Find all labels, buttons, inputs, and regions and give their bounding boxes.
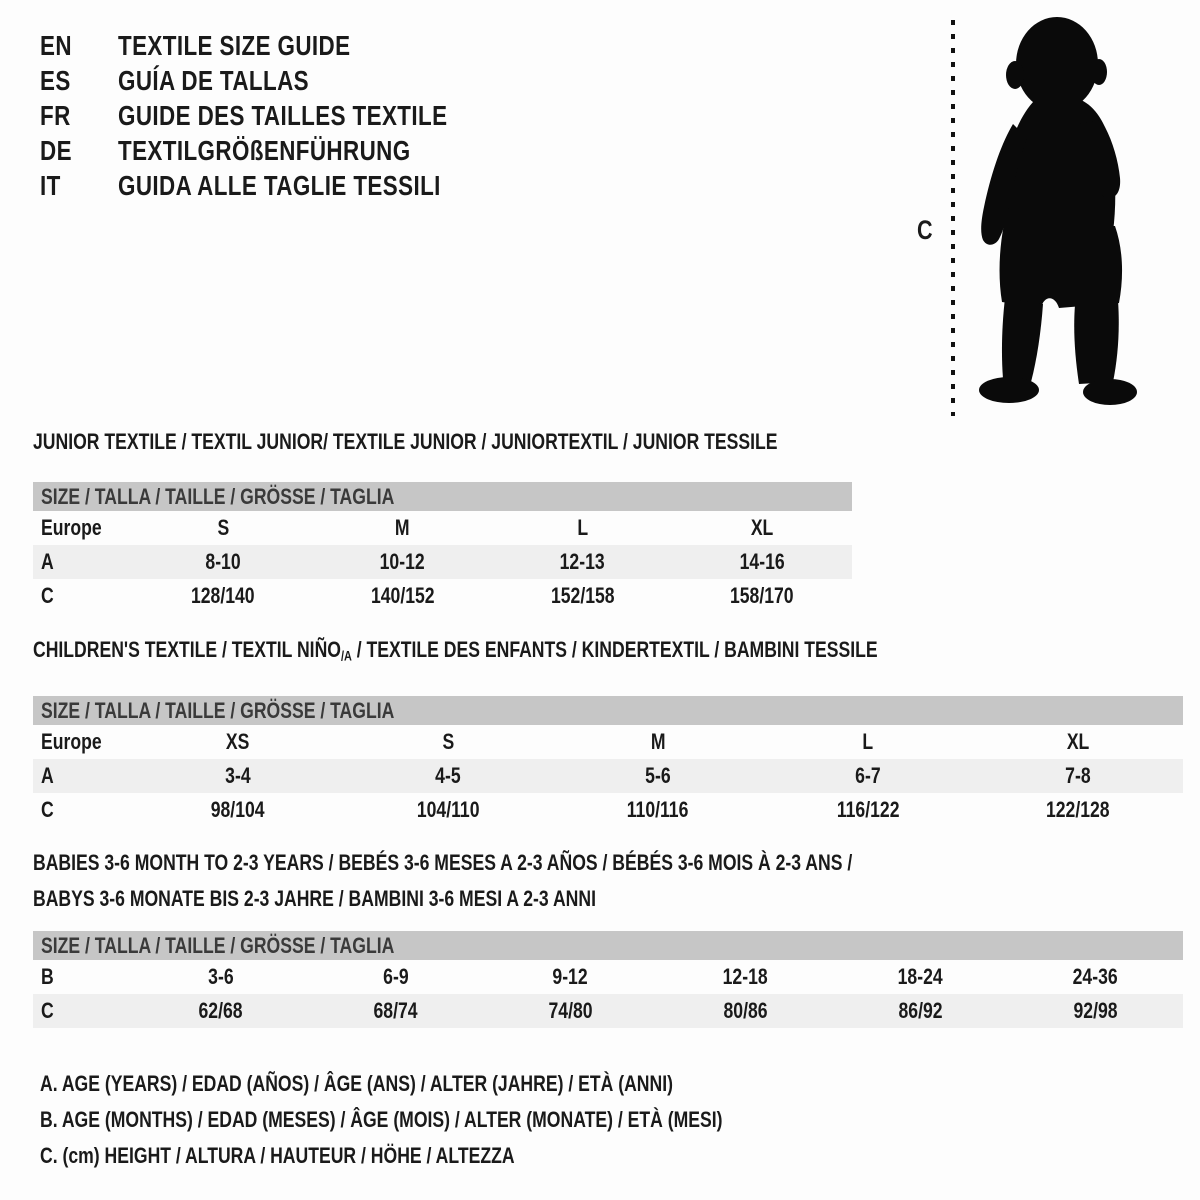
row-label: Europe — [41, 729, 102, 755]
legend-note: C. (cm) HEIGHT / ALTURA / HAUTEUR / HÖHE / ALTEZZA — [40, 1143, 515, 1168]
section-heading — [33, 638, 1183, 668]
size-value: L — [576, 515, 588, 540]
row-label: C — [41, 797, 54, 823]
guide-title: GUIDE DES TAILLES TEXTILE — [118, 100, 448, 131]
table-row — [33, 793, 1183, 827]
table-row — [33, 994, 1183, 1028]
height-measure-label: C — [917, 215, 933, 245]
language-title-list — [40, 28, 530, 203]
row-label: A — [41, 549, 54, 574]
size-value: 3-6 — [207, 964, 234, 989]
size-table-header-label: SIZE / TALLA / TAILLE / GRÖSSE / TAGLIA — [41, 933, 395, 958]
table-row — [33, 960, 1183, 994]
size-value: 6-9 — [382, 964, 409, 989]
size-value: XL — [1066, 729, 1090, 755]
language-row — [40, 63, 530, 98]
size-value: 98/104 — [211, 797, 265, 823]
section-heading — [33, 430, 852, 454]
section-heading-text: CHILDREN'S TEXTILE / TEXTIL NIÑO — [33, 637, 341, 662]
size-value: M — [650, 729, 666, 755]
guide-title: TEXTILGRÖßENFÜHRUNG — [118, 135, 411, 166]
size-value: 86/92 — [898, 998, 943, 1023]
size-value: 116/122 — [836, 797, 900, 823]
size-table-header-label: SIZE / TALLA / TAILLE / GRÖSSE / TAGLIA — [41, 698, 395, 724]
language-code: FR — [40, 100, 71, 131]
section-heading-text: /A — [340, 648, 352, 664]
size-table-header-label: SIZE / TALLA / TAILLE / GRÖSSE / TAGLIA — [41, 484, 395, 509]
table-row — [33, 725, 1183, 759]
legend-note: A. AGE (YEARS) / EDAD (AÑOS) / ÂGE (ANS) / ALTER (JAHRE) / ETÀ (ANNI) — [40, 1071, 673, 1096]
size-table-header — [33, 696, 1183, 725]
size-value: 6-7 — [855, 763, 881, 789]
size-value: 12-18 — [722, 964, 769, 989]
size-value: 8-10 — [205, 549, 241, 574]
size-value: 24-36 — [1072, 964, 1119, 989]
size-value: 104/110 — [416, 797, 480, 823]
junior-size-table — [33, 482, 852, 613]
row-label: B — [41, 964, 54, 989]
size-value: 152/158 — [550, 583, 615, 608]
size-value: 158/170 — [730, 583, 794, 608]
table-row — [33, 511, 852, 545]
toddler-silhouette — [979, 17, 1137, 405]
size-value: 5-6 — [645, 763, 671, 789]
section-heading-text: BABIES 3-6 MONTH TO 2-3 YEARS / BEBÉS 3-6 MESES A 2-3 AÑOS / BÉBÉS 3-6 MOIS À 2-3 ANS / — [33, 850, 853, 875]
size-value: 7-8 — [1065, 763, 1091, 789]
table-row — [33, 579, 852, 613]
height-figure — [905, 12, 1160, 427]
size-value: 92/98 — [1073, 998, 1118, 1023]
section-junior-textile — [33, 430, 852, 613]
size-value: 140/152 — [370, 583, 435, 608]
size-value: 62/68 — [198, 998, 243, 1023]
size-value: 10-12 — [380, 549, 426, 574]
size-value: 74/80 — [548, 998, 593, 1023]
legend-note: B. AGE (MONTHS) / EDAD (MESES) / ÂGE (MOIS) / ALTER (MONATE) / ETÀ (MESI) — [40, 1107, 723, 1132]
size-table-header — [33, 482, 852, 511]
section-heading-text: BABYS 3-6 MONATE BIS 2-3 JAHRE / BAMBINI 3-6 MESI A 2-3 ANNI — [33, 886, 596, 911]
size-value: S — [217, 515, 229, 540]
language-code: DE — [40, 135, 72, 166]
size-value: 14-16 — [739, 549, 785, 574]
row-label: C — [41, 998, 54, 1023]
size-value: 9-12 — [552, 964, 589, 989]
table-row — [33, 545, 852, 579]
section-heading-text: / TEXTILE DES ENFANTS / KINDERTEXTIL / BAMBINI TESSILE — [351, 637, 878, 662]
childrens-size-table — [33, 696, 1183, 827]
babies-size-table — [33, 931, 1183, 1028]
row-label: A — [41, 763, 54, 789]
size-value: 12-13 — [559, 549, 605, 574]
size-value: L — [862, 729, 874, 755]
section-babies-textile — [33, 845, 1183, 1028]
language-code: ES — [40, 65, 71, 96]
size-value: 4-5 — [435, 763, 461, 789]
section-childrens-textile — [33, 638, 1183, 827]
guide-title: TEXTILE SIZE GUIDE — [118, 30, 351, 61]
row-label: C — [41, 583, 54, 608]
language-row — [40, 98, 530, 133]
guide-title: GUIDA ALLE TAGLIE TESSILI — [118, 170, 441, 201]
language-row — [40, 168, 530, 203]
size-value: XL — [750, 515, 774, 540]
language-code: IT — [40, 170, 61, 201]
section-heading-text: JUNIOR TEXTILE / TEXTIL JUNIOR/ TEXTILE JUNIOR / JUNIORTEXTIL / JUNIOR TESSILE — [33, 429, 778, 454]
size-value: 110/116 — [627, 797, 689, 823]
language-row — [40, 133, 530, 168]
size-value: 68/74 — [373, 998, 418, 1023]
toddler-silhouette-graphic — [905, 12, 1160, 427]
size-table-header — [33, 931, 1183, 960]
size-value: 3-4 — [225, 763, 251, 789]
size-value: 18-24 — [897, 964, 944, 989]
table-row — [33, 759, 1183, 793]
size-value: 128/140 — [191, 583, 255, 608]
language-code: EN — [40, 30, 72, 61]
guide-title: GUÍA DE TALLAS — [118, 65, 310, 96]
legend-notes — [40, 1066, 893, 1174]
section-heading — [33, 845, 1183, 917]
size-value: M — [395, 515, 410, 540]
row-label: Europe — [41, 515, 102, 540]
size-value: S — [442, 729, 454, 755]
language-row — [40, 28, 530, 63]
size-value: XS — [226, 729, 250, 755]
size-value: 122/128 — [1046, 797, 1110, 823]
size-value: 80/86 — [723, 998, 768, 1023]
